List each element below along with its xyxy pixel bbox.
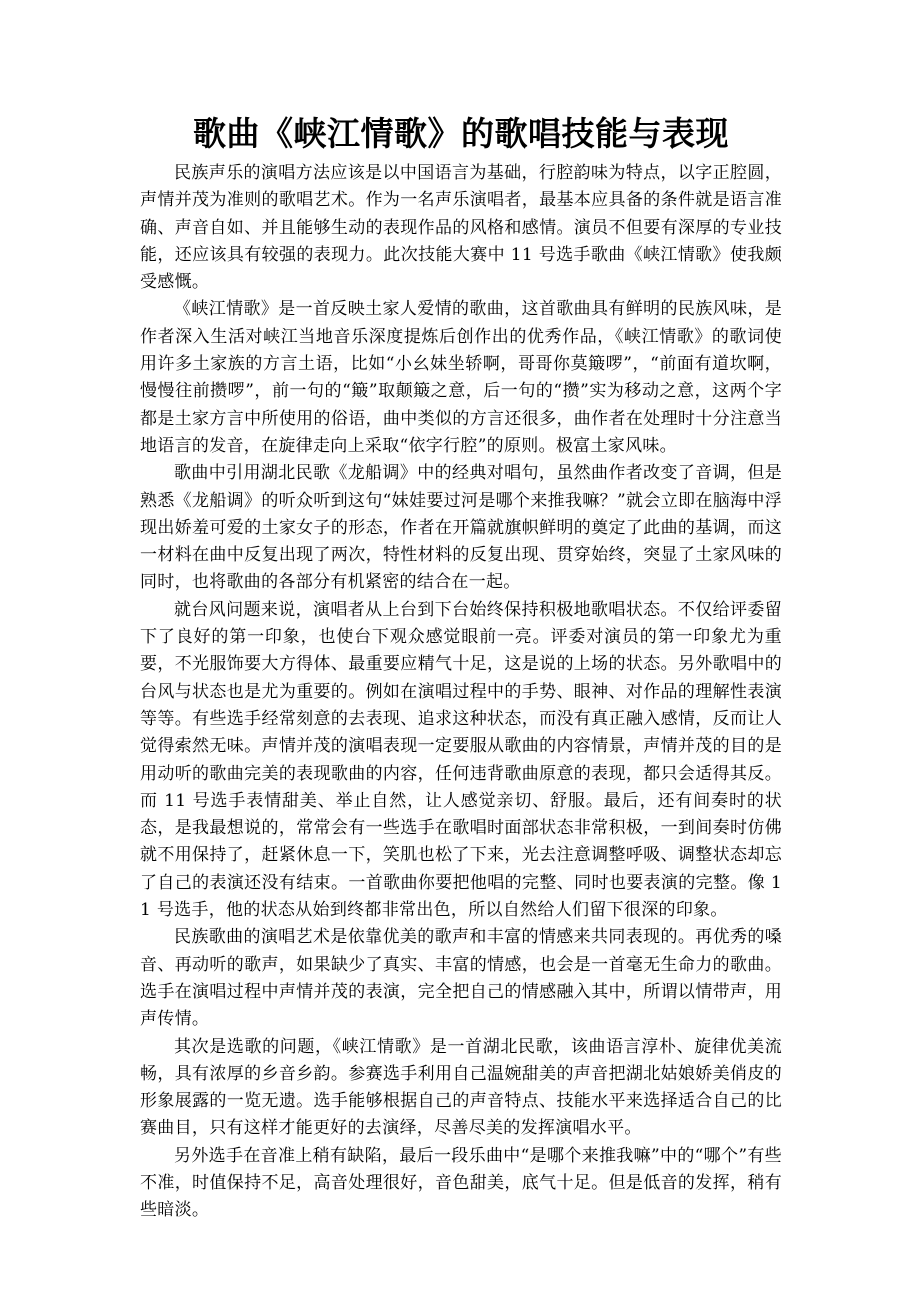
paragraph-song-selection: 其次是选歌的问题，《峡江情歌》是一首湖北民歌，该曲语言淳朴、旋律优美流畅，具有浓厚的乡音乡韵。参赛选手利用自己温婉甜美的声音把湖北姑娘娇美俏皮的形象展露的一览无遗。选手能够根据自己的声音特点、技能水平来选择适合自己的比赛曲目，只有这样才能更好的去演绎，尽善尽美的发挥演唱水平。 <box>140 1036 782 1139</box>
document-title: 歌曲《峡江情歌》的歌唱技能与表现 <box>193 114 729 153</box>
paragraph-intro: 民族声乐的演唱方法应该是以中国语言为基础，行腔韵味为特点，以字正腔圆，声情并茂为准则的歌唱艺术。作为一名声乐演唱者，最基本应具备的条件就是语言准确、声音自如、并且能够生动的表现作品的风格和感情。演员不但要有深厚的专业技能，还应该具有较强的表现力。此次技能大赛中 11 号选手歌曲《峡江情歌》使我颇受感慨。 <box>140 163 782 293</box>
document-page <box>140 112 782 1225</box>
paragraph-intonation: 另外选手在音准上稍有缺陷，最后一段乐曲中“是哪个来推我嘛”中的“哪个”有些不准，时值保持不足，高音处理很好，音色甜美，底气十足。但是低音的发挥，稍有些暗淡。 <box>140 1145 782 1221</box>
paragraph-emotion: 民族歌曲的演唱艺术是依靠优美的歌声和丰富的情感来共同表现的。再优秀的嗓音、再动听的歌声，如果缺少了真实、丰富的情感，也会是一首毫无生命力的歌曲。选手在演唱过程中声情并茂的表演，完全把自己的情感融入其中，所谓以情带声，用声传情。 <box>140 927 782 1030</box>
paragraph-stage-presence: 就台风问题来说，演唱者从上台到下台始终保持积极地歌唱状态。不仅给评委留下了良好的第一印象，也使台下观众感觉眼前一亮。评委对演员的第一印象尤为重要，不光服饰要大方得体、最重要应精气十足，这是说的上场的状态。另外歌唱中的台风与状态也是尤为重要的。例如在演唱过程中的手势、眼神、对作品的理解性表演等等。有些选手经常刻意的去表现、追求这种状态，而没有真正融入感情，反而让人觉得索然无味。声情并茂的演唱表现一定要服从歌曲的内容情景，声情并茂的目的是用动听的歌曲完美的表现歌曲的内容，任何违背歌曲原意的表现，都只会适得其反。而 11 号选手表情甜美、举止自然，让人感觉亲切、舒服。最后，还有间奏时的状态，是我最想说的，常常会有一些选手在歌唱时面部状态非常积极，一到间奏时仿佛就不用保持了，赶紧休息一下，笑肌也松了下来，光去注意调整呼吸、调整状态却忘了自己的表演还没有结束。一首歌曲你要把他唱的完整、同时也要表演的完整。像 11 号选手，他的状态从始到终都非常出色，所以自然给人们留下很深的印象。 <box>140 599 782 921</box>
paragraph-song-background: 《峡江情歌》是一首反映土家人爱情的歌曲，这首歌曲具有鲜明的民族风味，是作者深入生活对峡江当地音乐深度提炼后创作出的优秀作品，《峡江情歌》的歌词使用许多土家族的方言土语，比如“小幺妹坐轿啊，哥哥你莫簸啰”，“前面有道坎啊，慢慢往前攒啰”，前一句的“簸”取颠簸之意，后一句的“攒”实为移动之意，这两个字都是土家方言中所使用的俗语，曲中类似的方言还很多，曲作者在处理时十分注意当地语言的发音，在旋律走向上采取“依字行腔”的原则。极富土家风味。 <box>140 299 782 456</box>
paragraph-longchuandiao-reference: 歌曲中引用湖北民歌《龙船调》中的经典对唱句，虽然曲作者改变了音调，但是熟悉《龙船调》的听众听到这句“妹娃要过河是哪个来推我嘛？”就会立即在脑海中浮现出娇羞可爱的土家女子的形态，作者在开篇就旗帜鲜明的奠定了此曲的基调，而这一材料在曲中反复出现了两次，特性材料的反复出现、贯穿始终，突显了土家风味的同时，也将歌曲的各部分有机紧密的结合在一起。 <box>140 463 782 593</box>
